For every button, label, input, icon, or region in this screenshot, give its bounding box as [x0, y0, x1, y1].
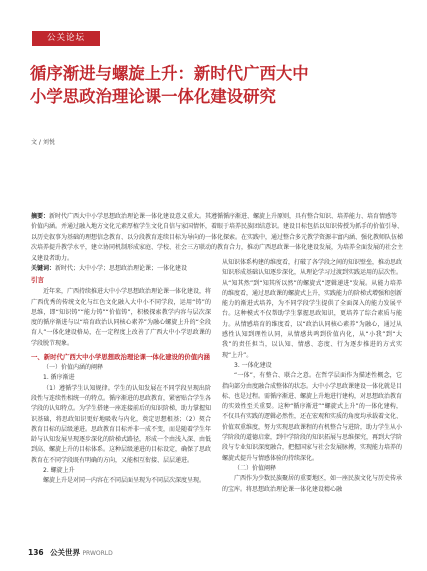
author-byline: 文 / 刘悦 [31, 139, 55, 146]
abstract-label: 摘要： [31, 213, 50, 220]
magazine-english-name: PRWORLD [82, 550, 113, 557]
magazine-name: 公关世界 [50, 548, 81, 557]
keywords-label: 关键词： [31, 265, 56, 273]
body-paragraph: 从知识体系构建的维度看，打破了各学段之间的知识壁垒，推动思政知识形成基础认知逐步深化，从理论学习过渡到实践运用的层次性。从“知其然”到“知其所以然”的螺旋式“逻辑递进”发展。从能力培养的维度看，通过思政课的螺旋式上升，实践能力的阶梯式增强和创新能力的渐进式培养，为不同学段学生提供了全面深入的能力发展平台。这种模式不仅帮助学生掌握思政知识，更培养了综合素质与能力。从情感培育的维度看，以“政治认同核心素养”为融心，通过从感性认知到理性认同，从情感共鸣到价值内化，从“小我”到“大我”的责任担当，以认知、情感、态度、行为逐步推进的方式实现“上升”。 [222, 259, 403, 359]
section-1-heading: 一、新时代广西大中小学思想政治理论课一体化建设的价值内涵 [31, 353, 210, 362]
subsection-heading: （一）价值内涵的阐释 [43, 364, 104, 372]
body-paragraph: （1）遵循学生认知规律。学生的认知发展在不同学段呈现出阶段性与连续性相统一的特点。循序渐进的思政教育，紧密贴合学生各学段的认知特点。为学生搭建一座连接前后的知识阶梯，助力掌握知识基础，将思政知识更好地吸收与内化，奠定思想根基；（2）契合教育目标的层级递进。思政教育目标并非一成不变，而是随着学生年龄与认知发展呈现逐步深化的阶梯式路径，形成一个由浅入深、由低到高、螺旋上升的目标体系。这种层级递进的目标设定，确保了思政教育在不同学段既有明确的方向，又能相互衔接、层层递进。 [31, 384, 212, 464]
page-number: 136 [28, 548, 44, 557]
left-column [31, 275, 211, 487]
keywords-text: 新时代；大中小学；思想政治理论课；一体化建设 [55, 265, 188, 273]
article-title [30, 62, 410, 108]
body-paragraph: “一体”，有整合、联合之意。在哲学层面作为描述性概念，它指向部分由度融合成整体的状态。大中小学思政课建设一体化就是目标、也是过程。需循序渐进、螺旋上升地进行建构，对思想政治教育的实效性至关重要。这种“循序渐进”“螺旋式上升”的一体化建构，不仅具有实践的逻辑必然性，还在宏观和实质的角度均承载着文化、价值双重维度，努力实现思政课程的有机整合与进阶，助力学生从小学阶段的道德启蒙，到中学阶段的知识拓展与思维探究，再到大学阶段与专业知识深度融合，把握国家与社会发展脉搏，实现能力培养的螺旋式提升与情感体验的持续深化。 [222, 372, 403, 462]
title-line-2: 小学思政治理论课一体化建设研究 [30, 87, 276, 106]
intro-paragraph: 近年来，广西持续推进大中小学思想政治理论课一体化建设，将广西优秀的传统文化与红色文化融入大中小不同学段，运用“铸”的思维，即“知识铸”“能力铸”“价值铸”，积极探索教学内容与层次深度的循序渐进与以“培育政治认同核心素养”为融心螺旋上升的“全段育人”一体化建设格局，在一定程度上改善了广西大中小学思政课的学段脱节现象。 [31, 288, 212, 347]
subsection-heading: （二）价值阐释 [234, 464, 277, 472]
abstract-text: 新时代广西大中小学思想政治理论课一体化建设意义重大。其遵循循序渐进、螺旋上升原则，具有整合知识、培养能力、培育情感等价值内涵。并通过融入地方文化元素厚植学生文化自信与家国情怀，着眼于培养民族团结意识。建设目标包括以知识传授为抓手的价值引导、以历史叙事为基础的理想信念教育、以分段教育连续目标为导向的一体化探索。在实践中，通过整合多元教学资源丰富内涵、强化教师队伍梯次培养提升教学水平，建立协同机制形成家庭、学校、社会三方联动的教育合力，推动广西思政课一体化建设发展，为培养全面发展的社会主义建设者助力。 [31, 213, 404, 262]
subsection-heading: 3. 一体化建设 [234, 361, 272, 369]
abstract [31, 212, 403, 264]
page-footer [28, 547, 113, 558]
body-paragraph: 螺旋上升是对同一内容在不同层面呈现为不同层次深度呈现。 [43, 477, 206, 485]
subsection-heading: 2. 螺旋上升 [43, 467, 75, 475]
body-paragraph: 广西作为少数民族聚居的重要地区，如一座民族文化与历史传承的宝库。将思想政治理论课一体化建设精心融 [222, 475, 403, 493]
subsection-heading: 1. 循序渐进 [43, 374, 75, 382]
title-line-1: 循序渐进与螺旋上升：新时代广西大中 [30, 64, 309, 83]
right-column [222, 258, 402, 495]
intro-heading: 引言 [31, 276, 44, 284]
section-tag: 公关论坛 [32, 31, 100, 46]
